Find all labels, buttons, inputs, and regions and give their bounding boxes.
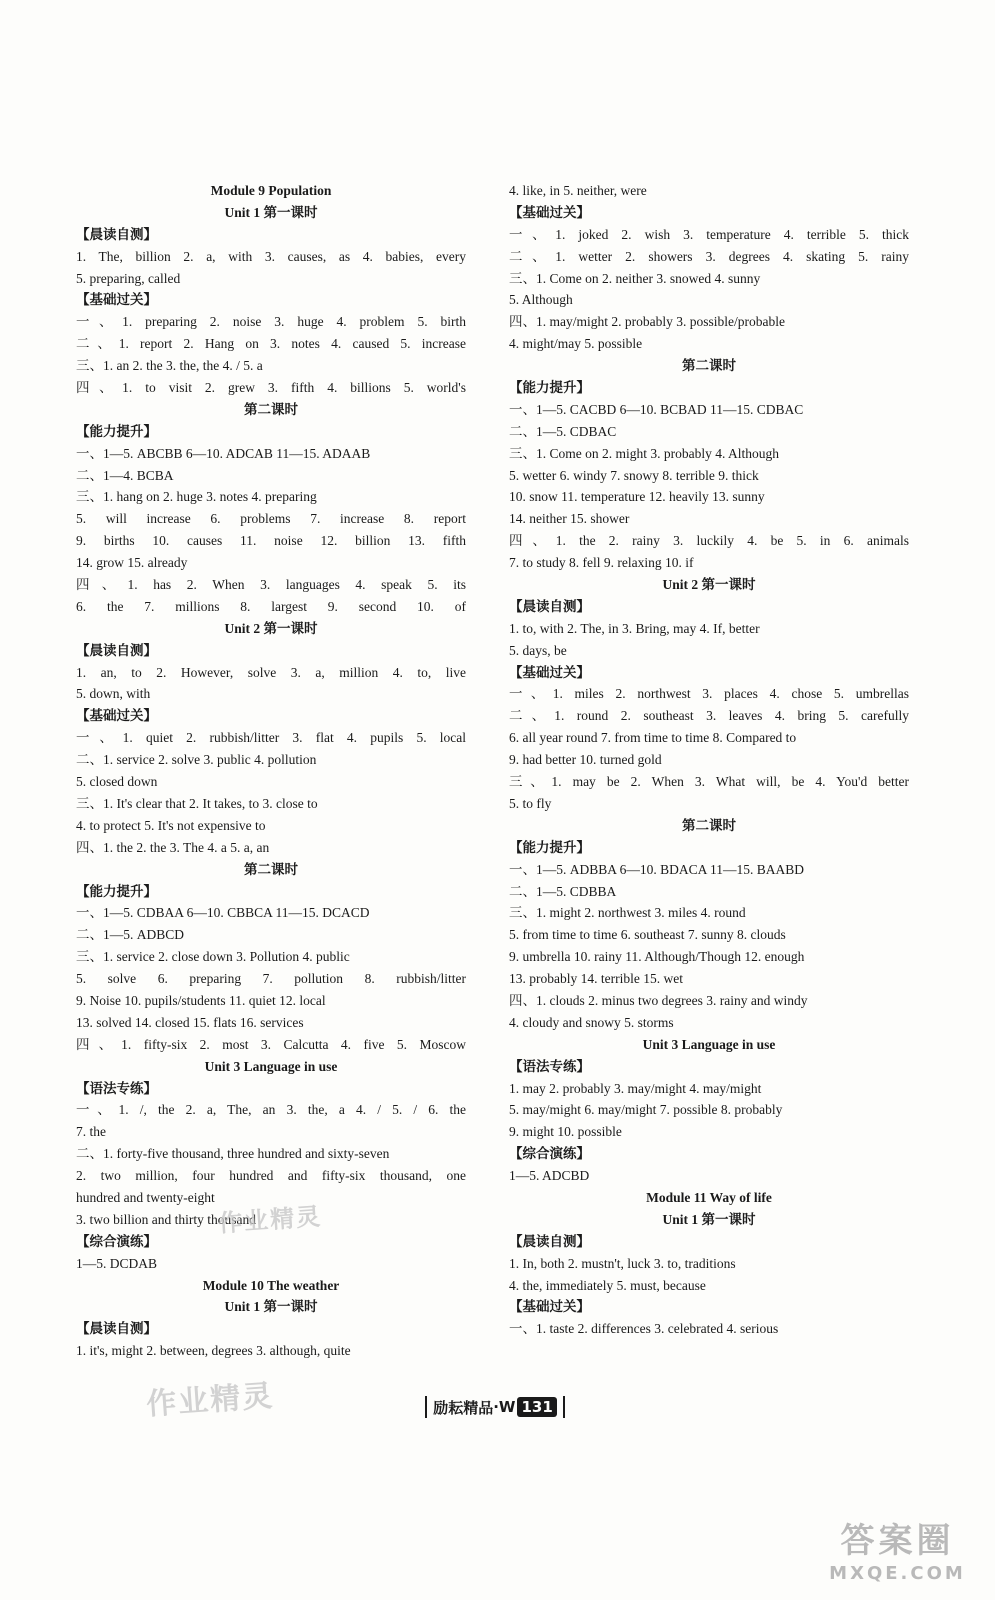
heading-line: 第二课时 (244, 401, 298, 417)
answer-line: 1—5. DCDAB (76, 1255, 158, 1271)
answer-line: 7. the (76, 1124, 106, 1140)
section-label: 【晨读自测】 (76, 1321, 157, 1337)
answer-line: 5. will increase 6. problems 7. increase 8. report (76, 511, 466, 527)
section-label: 【语法专练】 (76, 1080, 157, 1096)
answer-line: 14. neither 15. shower (509, 511, 630, 527)
answer-line: 4. cloudy and snowy 5. storms (509, 1014, 674, 1030)
section-label: 【晨读自测】 (76, 642, 157, 658)
answer-line: 5. days, be (509, 642, 567, 658)
answer-line: 5. solve 6. preparing 7. pollution 8. rubbish/litter (76, 971, 466, 987)
heading-line: 第二课时 (682, 358, 736, 374)
answer-line: 4. like, in 5. neither, were (509, 183, 647, 198)
answer-line: 二、1—5. CDBAC (509, 423, 617, 439)
answer-line: 13. solved 14. closed 15. flats 16. services (76, 1014, 304, 1030)
answer-line: 四、1. may/might 2. probably 3. possible/probable (509, 314, 785, 330)
answer-line: 三、1. It's clear that 2. It takes, to 3. close to (76, 795, 318, 811)
answer-line: 1. to, with 2. The, in 3. Bring, may 4. If, better (509, 620, 760, 636)
heading-line: Unit 3 Language in use (642, 1036, 776, 1052)
section-label: 【能力提升】 (76, 883, 157, 899)
answer-line: 一、1. /, the 2. a, The, an 3. the, a 4. / 5. / 6. the (76, 1102, 466, 1118)
answer-line: 四、1. the 2. the 3. The 4. a 5. a, an (76, 839, 270, 855)
answer-line: 1. it's, might 2. between, degrees 3. although, quite (76, 1343, 351, 1359)
answer-line: 1. The, billion 2. a, with 3. causes, as 4. babies, every (76, 248, 466, 264)
answer-column-left (76, 180, 466, 1362)
section-label: 【基础过关】 (509, 1299, 590, 1315)
answer-line: 9. had better 10. turned gold (509, 752, 662, 768)
answer-line: 三、1. service 2. close down 3. Pollution 4. public (76, 949, 350, 965)
answer-line: 10. snow 11. temperature 12. heavily 13. sunny (509, 489, 765, 505)
answer-line: 5. down, with (76, 686, 151, 702)
heading-line: Unit 1 第一课时 (224, 204, 318, 220)
footer-brand: 励耘精品 (433, 1398, 494, 1417)
answer-line: 一、1. miles 2. northwest 3. places 4. chose 5. umbrellas (509, 686, 909, 702)
watermark-stamp-2: 作业精灵 (145, 1378, 276, 1423)
heading-line: 第二课时 (244, 861, 298, 877)
answer-line: 四、1. the 2. rainy 3. luckily 4. be 5. in 6. animals (509, 533, 909, 549)
answer-line: 四、1. fifty-six 2. most 3. Calcutta 4. five 5. Moscow (76, 1036, 466, 1052)
answer-line: 一、1—5. ADBBA 6—10. BDACA 11—15. BAABD (509, 861, 805, 877)
answer-line: 3. two billion and thirty thousand (76, 1211, 256, 1227)
answer-line: 5. to fly (509, 795, 552, 811)
answer-line: 5. wetter 6. windy 7. snowy 8. terrible 9. thick (509, 467, 759, 483)
section-label: 【基础过关】 (76, 708, 157, 724)
answer-line: 6. all year round 7. from time to time 8. Compared to (509, 730, 797, 746)
answer-line: 二、1. forty-five thousand, three hundred and sixty-seven (76, 1146, 390, 1162)
answer-line: 二、1. wetter 2. showers 3. degrees 4. skating 5. rainy (509, 248, 909, 264)
section-label: 【晨读自测】 (509, 1233, 590, 1249)
heading-line: Unit 2 第一课时 (662, 577, 756, 593)
page-number: 131 (517, 1397, 556, 1417)
answer-line: 四、1. clouds 2. minus two degrees 3. rainy and windy (509, 992, 808, 1008)
answer-line: 二、1. service 2. solve 3. public 4. pollution (76, 752, 317, 768)
answer-line: 三、1. Come on 2. might 3. probably 4. Although (509, 445, 779, 461)
answer-line: 5. Although (509, 292, 573, 308)
answer-line: 三、1. Come on 2. neither 3. snowed 4. sunny (509, 270, 761, 286)
answer-line: 1. may 2. probably 3. may/might 4. may/might (509, 1080, 762, 1096)
answer-line: 9. might 10. possible (509, 1124, 622, 1140)
answer-line: 5. closed down (76, 774, 158, 790)
answer-line: 一、1—5. ABCBB 6—10. ADCAB 11—15. ADAAB (76, 445, 371, 461)
footer-series: W (498, 1398, 516, 1416)
page-footer (400, 1394, 590, 1420)
heading-line: 第二课时 (682, 817, 736, 833)
section-label: 【基础过关】 (509, 664, 590, 680)
answer-line: 9. Noise 10. pupils/students 11. quiet 12. local (76, 992, 326, 1008)
answer-line: 7. to study 8. fell 9. relaxing 10. if (509, 555, 694, 571)
section-label: 【综合演练】 (76, 1233, 157, 1249)
section-label: 【晨读自测】 (509, 598, 590, 614)
answer-line: 4. the, immediately 5. must, because (509, 1277, 706, 1293)
heading-line: Module 11 Way of life (646, 1189, 772, 1205)
footer-bracket-right (563, 1396, 565, 1418)
answer-line: 二、1—5. CDBBA (509, 883, 617, 899)
answer-line: 一、1. preparing 2. noise 3. huge 4. problem 5. birth (76, 314, 466, 330)
answer-line: 9. umbrella 10. rainy 11. Although/Though 12. enough (509, 949, 805, 965)
answer-line: 4. to protect 5. It's not expensive to (76, 817, 266, 833)
section-label: 【基础过关】 (509, 204, 590, 220)
answer-line: 一、1—5. CDBAA 6—10. CBBCA 11—15. DCACD (76, 905, 370, 921)
answer-line: 三、1. an 2. the 3. the, the 4. / 5. a (76, 358, 263, 374)
answer-line: 9. births 10. causes 11. noise 12. billion 13. fifth (76, 533, 466, 549)
footer-bracket-left (425, 1396, 427, 1418)
answer-line: 2. two million, four hundred and fifty-six thousand, one (76, 1168, 466, 1184)
answer-line: 6. the 7. millions 8. largest 9. second 10. of (76, 598, 466, 614)
watermark-stamp-1: 作业精灵 (217, 1202, 324, 1238)
answer-column-right (509, 180, 909, 1340)
section-label: 【晨读自测】 (76, 226, 157, 242)
heading-line: Unit 3 Language in use (204, 1058, 338, 1074)
answer-line: hundred and twenty-eight (76, 1189, 215, 1205)
section-label: 【能力提升】 (76, 423, 157, 439)
section-label: 【语法专练】 (509, 1058, 590, 1074)
section-label: 【基础过关】 (76, 292, 157, 308)
answer-line: 一、1—5. CACBD 6—10. BCBAD 11—15. CDBAC (509, 401, 804, 417)
answer-line: 1. an, to 2. However, solve 3. a, million 4. to, live (76, 664, 466, 680)
heading-line: Module 10 The weather (202, 1277, 340, 1293)
answer-line: 1—5. ADCBD (509, 1168, 590, 1184)
footer-separator: · (493, 1398, 499, 1416)
answer-line: 一、1. joked 2. wish 3. temperature 4. terrible 5. thick (509, 226, 909, 242)
answer-line: 四、1. has 2. When 3. languages 4. speak 5. its (76, 577, 466, 593)
answer-line: 5. preparing, called (76, 270, 181, 286)
site-logo-watermark: 答案圈 MXQE.COM (829, 1521, 966, 1584)
answer-line: 5. from time to time 6. southeast 7. sunny 8. clouds (509, 927, 786, 943)
answer-line: 一、1. quiet 2. rubbish/litter 3. flat 4. pupils 5. local (76, 730, 466, 746)
answer-line: 13. probably 14. terrible 15. wet (509, 971, 683, 987)
answer-line: 一、1. taste 2. differences 3. celebrated 4. serious (509, 1321, 779, 1337)
heading-line: Unit 1 第一课时 (224, 1299, 318, 1315)
answer-line: 1. In, both 2. mustn't, luck 3. to, traditions (509, 1255, 736, 1271)
answer-line: 三、1. might 2. northwest 3. miles 4. round (509, 905, 746, 921)
section-label: 【综合演练】 (509, 1146, 590, 1162)
answer-line: 二、1—5. ADBCD (76, 927, 185, 943)
answer-line: 二、1. report 2. Hang on 3. notes 4. caused 5. increase (76, 336, 466, 352)
section-label: 【能力提升】 (509, 839, 590, 855)
answer-line: 四、1. to visit 2. grew 3. fifth 4. billions 5. world's (76, 380, 466, 396)
answer-line: 4. might/may 5. possible (509, 336, 643, 352)
heading-line: Module 9 Population (210, 183, 332, 198)
answer-line: 二、1—4. BCBA (76, 467, 174, 483)
answer-line: 二、1. round 2. southeast 3. leaves 4. bring 5. carefully (509, 708, 909, 724)
heading-line: Unit 2 第一课时 (224, 620, 318, 636)
section-label: 【能力提升】 (509, 380, 590, 396)
answer-line: 5. may/might 6. may/might 7. possible 8. probably (509, 1102, 783, 1118)
heading-line: Unit 1 第一课时 (662, 1211, 756, 1227)
answer-line: 三、1. may be 2. When 3. What will, be 4. You'd better (509, 774, 909, 790)
answer-line: 14. grow 15. already (76, 555, 188, 571)
answer-line: 三、1. hang on 2. huge 3. notes 4. preparing (76, 489, 317, 505)
